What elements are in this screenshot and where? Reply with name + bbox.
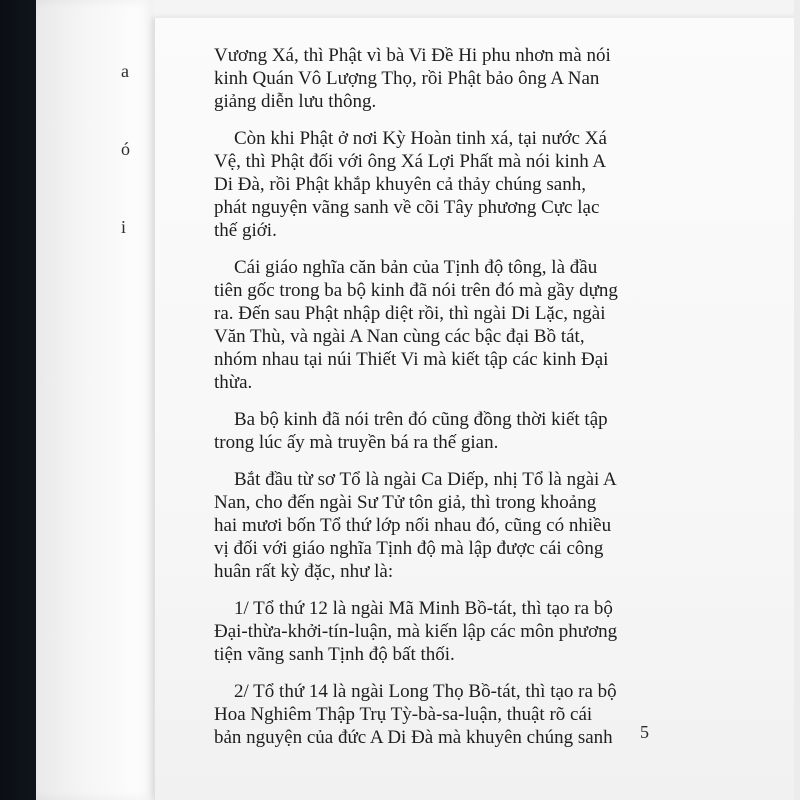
paragraph-6 <box>214 597 688 666</box>
text-line: bản nguyện của đức A Di Đà mà khuyên chúng sanh <box>214 727 613 748</box>
previous-page-text-fragments <box>121 6 147 292</box>
paragraph-5 <box>214 468 688 583</box>
text-line: Còn khi Phật ở nơi Kỳ Hoàn tinh xá, tại nước Xá <box>234 128 607 149</box>
text-line: huân rất kỳ đặc, như là: <box>214 561 394 582</box>
text-line: giảng diễn lưu thông. <box>214 91 377 112</box>
text-line: Hoa Nghiêm Thập Trụ Tỳ-bà-sa-luận, thuật rõ cái <box>214 704 593 725</box>
text-line: trong lúc ấy mà truyền bá ra thế gian. <box>214 432 499 453</box>
text-line: Văn Thù, và ngài A Nan cùng các bậc đại Bồ tát, <box>214 326 585 347</box>
paragraph-7 <box>214 680 688 749</box>
previous-page-fragment: a <box>121 61 129 81</box>
text-line: Vương Xá, thì Phật vì bà Vi Đề Hi phu nhơn mà nói <box>214 45 611 66</box>
text-line: ra. Đến sau Phật nhập diệt rồi, thì ngài Di Lặc, ngài <box>214 303 606 324</box>
text-line: Nan, cho đến ngài Sư Tử tôn giả, thì trong khoảng <box>214 492 597 513</box>
text-line: hai mươi bốn Tổ thứ lớp nối nhau đó, cũng có nhiều <box>214 515 612 536</box>
page-body-text <box>214 44 688 763</box>
previous-page-fragment: i <box>121 217 127 237</box>
paragraph-3 <box>214 256 688 394</box>
text-line: kinh Quán Vô Lượng Thọ, rồi Phật bảo ông A Nan <box>214 68 600 89</box>
paragraph-4 <box>214 408 688 454</box>
text-line: tiện vãng sanh Tịnh độ bất thối. <box>214 644 455 665</box>
text-line: phát nguyện vãng sanh về cõi Tây phương Cực lạc <box>214 197 600 218</box>
page-number: 5 <box>640 722 649 742</box>
paragraph-1 <box>214 44 688 113</box>
page-right-edge <box>794 0 800 800</box>
text-line: 2/ Tổ thứ 14 là ngài Long Thọ Bồ-tát, thì tạo ra bộ <box>234 681 617 702</box>
text-line: 1/ Tổ thứ 12 là ngài Mã Minh Bồ-tát, thì tạo ra bộ <box>234 598 613 619</box>
previous-page-fragment: ó <box>121 139 130 159</box>
text-line: Vệ, thì Phật đối với ông Xá Lợi Phất mà nói kinh A <box>214 151 607 172</box>
text-line: vị đối với giáo nghĩa Tịnh độ mà lập được cái công <box>214 538 604 559</box>
paragraph-2 <box>214 127 688 242</box>
text-line: nhóm nhau tại núi Thiết Vi mà kiết tập các kinh Đại <box>214 349 609 370</box>
text-line: Đại-thừa-khởi-tín-luận, mà kiến lập các môn phương <box>214 621 618 642</box>
text-line: thế giới. <box>214 220 277 241</box>
text-line: Bắt đầu từ sơ Tổ là ngài Ca Diếp, nhị Tổ là ngài A <box>234 469 617 490</box>
text-line: thừa. <box>214 372 253 393</box>
page-top-edge <box>154 0 800 18</box>
text-line: Di Đà, rồi Phật khắp khuyên cả thảy chúng sanh, <box>214 174 586 195</box>
text-line: Ba bộ kinh đã nói trên đó cũng đồng thời kiết tập <box>234 409 608 430</box>
text-line: Cái giáo nghĩa căn bản của Tịnh độ tông, là đầu <box>234 257 598 278</box>
text-line: tiên gốc trong ba bộ kinh đã nói trên đó mà gầy dựng <box>214 280 618 301</box>
